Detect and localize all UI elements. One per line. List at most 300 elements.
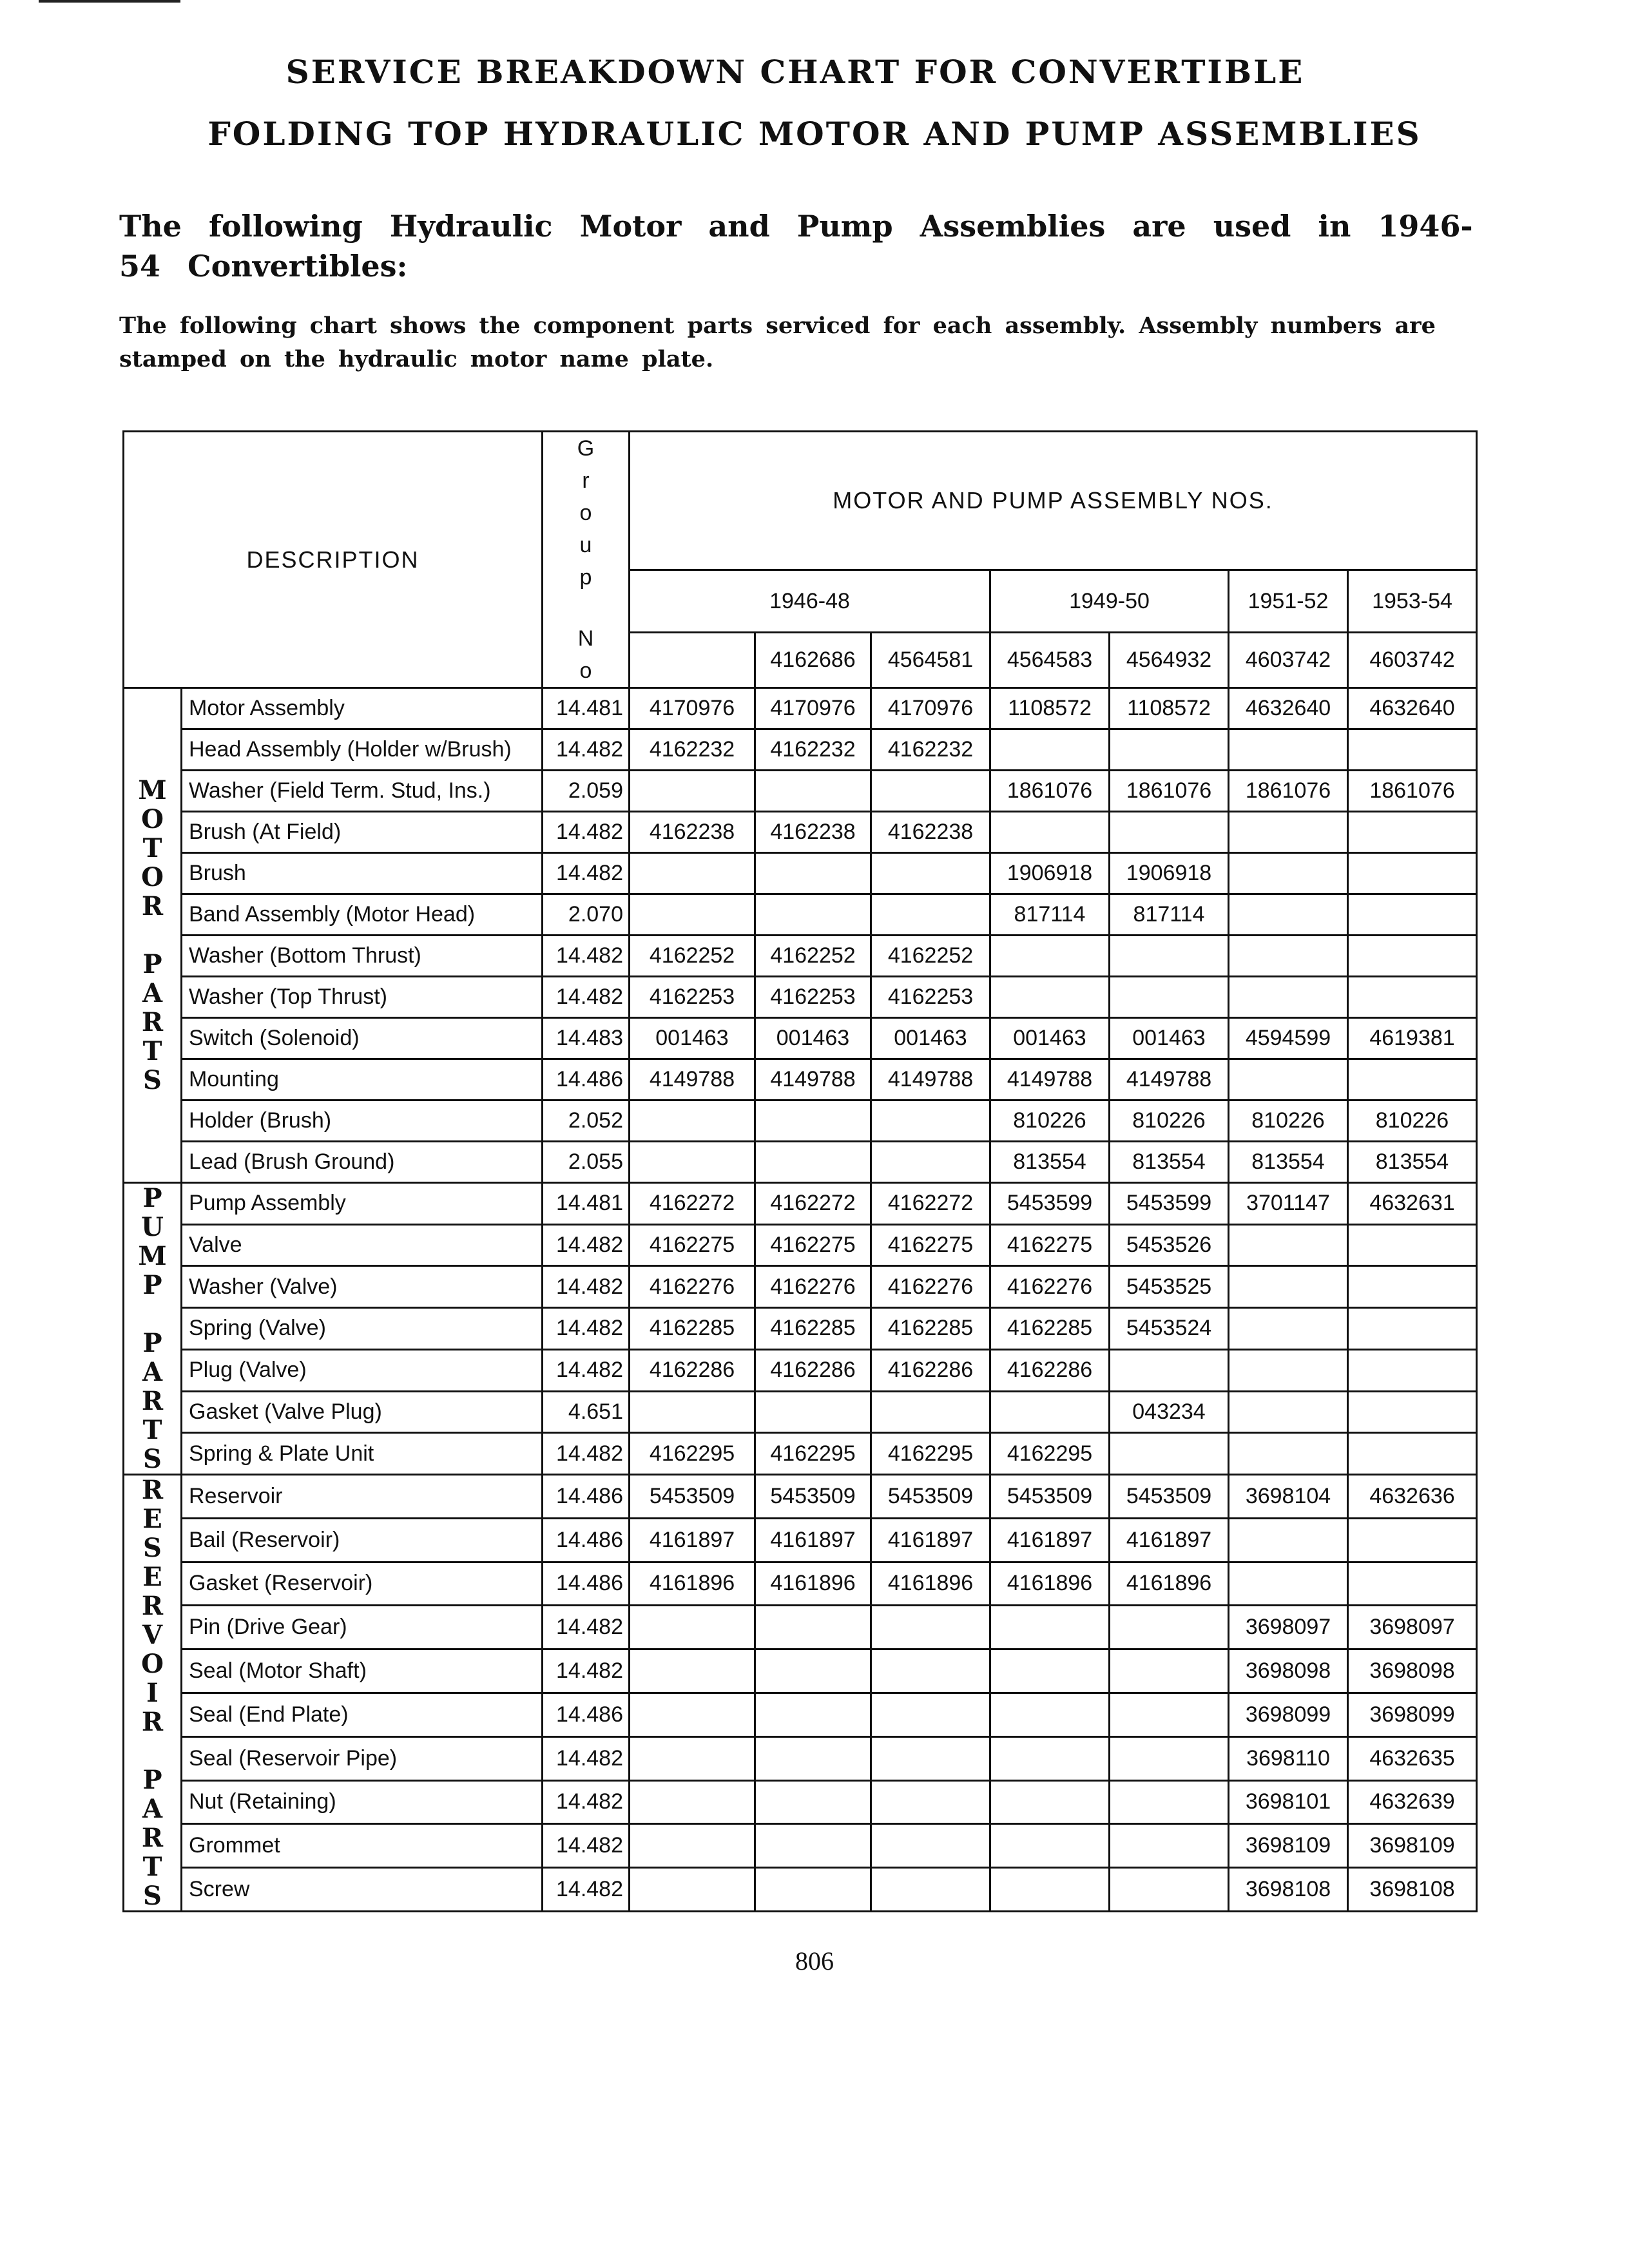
table-row [124, 1433, 1477, 1475]
assembly-number [630, 633, 755, 688]
group-number: 14.482 [543, 1224, 630, 1266]
part-number: 5453509 [871, 1475, 990, 1519]
part-number: 4162238 [871, 812, 990, 853]
stacked-letter: P [142, 1270, 162, 1300]
part-number: 1861076 [1229, 771, 1348, 812]
part-number: 1861076 [990, 771, 1110, 812]
part-number [755, 1780, 871, 1824]
table-row [124, 1100, 1477, 1142]
part-number [755, 894, 871, 936]
part-number [871, 894, 990, 936]
part-number: 5453509 [630, 1475, 755, 1519]
part-number [1348, 894, 1477, 936]
part-number [990, 1649, 1110, 1693]
part-number: 4162272 [755, 1183, 871, 1225]
part-number [630, 1736, 755, 1780]
part-number: 4161897 [871, 1518, 990, 1562]
part-number [1229, 1518, 1348, 1562]
group-number: 14.483 [543, 1018, 630, 1059]
part-number: 4632635 [1348, 1736, 1477, 1780]
part-number [630, 1391, 755, 1433]
part-description: Brush [182, 853, 543, 894]
part-number [630, 1606, 755, 1649]
part-number [630, 1142, 755, 1183]
service-breakdown-table [122, 430, 1478, 1912]
group-number: 14.482 [543, 1649, 630, 1693]
stacked-letter: M [138, 775, 167, 805]
part-number [1110, 1780, 1229, 1824]
part-number: 3698098 [1229, 1649, 1348, 1693]
part-number [871, 1693, 990, 1736]
part-number: 4162272 [630, 1183, 755, 1225]
part-number [755, 1100, 871, 1142]
stacked-letter: R [141, 1591, 164, 1621]
stacked-letter: A [142, 1794, 163, 1824]
part-description: Spring & Plate Unit [182, 1433, 543, 1475]
part-description: Screw [182, 1868, 543, 1912]
stacked-letter: o [579, 658, 592, 683]
table-row [124, 1183, 1477, 1225]
assembly-number: 4564932 [1110, 633, 1229, 688]
part-number: 4162252 [630, 936, 755, 977]
part-number [1348, 1224, 1477, 1266]
part-number [1348, 1349, 1477, 1391]
table-row [124, 1266, 1477, 1308]
part-number: 810226 [1348, 1100, 1477, 1142]
stacked-letter: U [141, 1212, 164, 1242]
part-number: 4161896 [755, 1562, 871, 1606]
part-description: Gasket (Reservoir) [182, 1562, 543, 1606]
stacked-letter: r [582, 468, 590, 493]
part-number [1348, 1308, 1477, 1350]
stacked-letter: O [141, 1649, 164, 1679]
part-number: 4162275 [630, 1224, 755, 1266]
group-number: 14.482 [543, 1824, 630, 1868]
part-number: 4162238 [630, 812, 755, 853]
table-row [124, 977, 1477, 1018]
part-number [755, 853, 871, 894]
group-number: 4.651 [543, 1391, 630, 1433]
part-number: 813554 [990, 1142, 1110, 1183]
part-number: 4161897 [755, 1518, 871, 1562]
group-number: 14.486 [543, 1475, 630, 1519]
chart-note: The following chart shows the component parts serviced for each assembly. Assembly numbers are stamped on the hydraulic motor name plate. [119, 312, 1436, 372]
part-description: Washer (Valve) [182, 1266, 543, 1308]
group-number: 14.482 [543, 853, 630, 894]
part-number: 4149788 [1110, 1059, 1229, 1100]
part-number: 4162285 [871, 1308, 990, 1350]
title-line-2: FOLDING TOP HYDRAULIC MOTOR AND PUMP ASSEMBLIES [207, 115, 1422, 153]
part-number: 4161896 [1110, 1562, 1229, 1606]
part-number: 4619381 [1348, 1018, 1477, 1059]
part-number: 1108572 [1110, 688, 1229, 729]
part-number: 1108572 [990, 688, 1110, 729]
group-number: 14.482 [543, 977, 630, 1018]
part-number [1229, 1433, 1348, 1475]
part-number: 3701147 [1229, 1183, 1348, 1225]
part-number: 4162295 [871, 1433, 990, 1475]
part-number: 4162275 [871, 1224, 990, 1266]
part-number: 4162285 [630, 1308, 755, 1350]
part-number [1110, 936, 1229, 977]
part-number: 5453509 [755, 1475, 871, 1519]
group-number: 14.486 [543, 1518, 630, 1562]
stacked-letter: S [143, 1533, 162, 1563]
part-number: 4162253 [871, 977, 990, 1018]
stacked-letter: V [142, 1620, 163, 1650]
group-number: 14.486 [543, 1562, 630, 1606]
part-number [630, 1100, 755, 1142]
part-number [1229, 1266, 1348, 1308]
stacked-letter [124, 1300, 180, 1329]
part-number: 810226 [990, 1100, 1110, 1142]
table-row [124, 1693, 1477, 1736]
part-number: 4161897 [1110, 1518, 1229, 1562]
part-number [630, 771, 755, 812]
part-number [1110, 1736, 1229, 1780]
part-number: 5453526 [1110, 1224, 1229, 1266]
part-number: 4149788 [755, 1059, 871, 1100]
part-number: 3698099 [1229, 1693, 1348, 1736]
table-row [124, 1518, 1477, 1562]
part-number [1348, 812, 1477, 853]
stacked-letter: A [142, 978, 163, 1008]
year-header: 1953-54 [1348, 570, 1477, 632]
part-number: 4162275 [755, 1224, 871, 1266]
table-row [124, 1224, 1477, 1266]
part-description: Mounting [182, 1059, 543, 1100]
part-number: 5453509 [990, 1475, 1110, 1519]
stacked-letter: E [142, 1562, 162, 1592]
table-row [124, 936, 1477, 977]
stacked-letter: I [146, 1678, 159, 1708]
part-number: 5453599 [990, 1183, 1110, 1225]
stacked-letter: A [142, 1357, 163, 1387]
part-number [1348, 1391, 1477, 1433]
part-number: 810226 [1229, 1100, 1348, 1142]
stacked-letter: R [141, 1386, 164, 1416]
group-number: 2.055 [543, 1142, 630, 1183]
part-number [1229, 1349, 1348, 1391]
part-number [871, 1649, 990, 1693]
part-number: 001463 [755, 1018, 871, 1059]
stacked-letter: P [142, 1183, 162, 1213]
part-number [1348, 936, 1477, 977]
stacked-letter: S [143, 1881, 162, 1911]
table-row [124, 1780, 1477, 1824]
part-number: 4594599 [1229, 1018, 1348, 1059]
part-description: Washer (Field Term. Stud, Ins.) [182, 771, 543, 812]
description-header: DESCRIPTION [124, 432, 543, 688]
part-number: 4162252 [755, 936, 871, 977]
title-line-1: SERVICE BREAKDOWN CHART FOR CONVERTIBLE [285, 53, 1305, 91]
table-row [124, 688, 1477, 729]
assembly-number: 4603742 [1229, 633, 1348, 688]
stacked-letter: T [142, 1415, 162, 1445]
group-number: 14.486 [543, 1059, 630, 1100]
part-number: 4162276 [871, 1266, 990, 1308]
part-number: 4632636 [1348, 1475, 1477, 1519]
stacked-letter [124, 1736, 180, 1765]
part-number [1110, 977, 1229, 1018]
part-number [630, 894, 755, 936]
group-number: 2.059 [543, 771, 630, 812]
stacked-letter: P [142, 1765, 162, 1795]
part-description: Washer (Bottom Thrust) [182, 936, 543, 977]
part-description: Grommet [182, 1824, 543, 1868]
part-number [630, 1780, 755, 1824]
part-number [990, 1824, 1110, 1868]
part-number: 4161896 [630, 1562, 755, 1606]
stacked-letter: G [577, 436, 595, 461]
stacked-letter: S [143, 1444, 162, 1474]
part-number [1110, 1693, 1229, 1736]
part-description: Band Assembly (Motor Head) [182, 894, 543, 936]
part-number: 4632640 [1348, 688, 1477, 729]
part-description: Spring (Valve) [182, 1308, 543, 1350]
stacked-letter: T [142, 1852, 162, 1882]
stacked-letter: R [141, 891, 164, 921]
group-number: 14.482 [543, 936, 630, 977]
part-number [1348, 853, 1477, 894]
part-number [755, 1824, 871, 1868]
assembly-number: 4162686 [755, 633, 871, 688]
group-number: 14.482 [543, 1736, 630, 1780]
part-number [990, 1693, 1110, 1736]
stacked-letter: P [142, 949, 162, 979]
part-number [871, 1736, 990, 1780]
part-number: 4162286 [755, 1349, 871, 1391]
part-number: 1906918 [990, 853, 1110, 894]
part-number [1229, 1224, 1348, 1266]
part-number: 001463 [1110, 1018, 1229, 1059]
group-number: 14.482 [543, 1780, 630, 1824]
stacked-letter: R [141, 1475, 164, 1505]
group-number: 14.482 [543, 1606, 630, 1649]
table-row [124, 1824, 1477, 1868]
part-number: 4162285 [990, 1308, 1110, 1350]
part-number [1110, 1868, 1229, 1912]
part-number: 3698097 [1229, 1606, 1348, 1649]
part-number: 813554 [1110, 1142, 1229, 1183]
table-row [124, 1562, 1477, 1606]
part-number [1348, 1059, 1477, 1100]
part-number [1348, 1562, 1477, 1606]
part-number: 5453524 [1110, 1308, 1229, 1350]
stacked-letter: u [579, 533, 592, 557]
part-number: 3698108 [1348, 1868, 1477, 1912]
table-row [124, 812, 1477, 853]
part-number: 5453525 [1110, 1266, 1229, 1308]
part-number [755, 1736, 871, 1780]
table-row [124, 894, 1477, 936]
part-number: 001463 [871, 1018, 990, 1059]
table-row [124, 1475, 1477, 1519]
part-number: 001463 [990, 1018, 1110, 1059]
part-number: 043234 [1110, 1391, 1229, 1433]
part-number [990, 1736, 1110, 1780]
part-number: 4162295 [755, 1433, 871, 1475]
part-number: 810226 [1110, 1100, 1229, 1142]
part-number: 3698110 [1229, 1736, 1348, 1780]
part-number [871, 1780, 990, 1824]
part-number [1229, 936, 1348, 977]
part-number [871, 853, 990, 894]
group-number: 14.486 [543, 1693, 630, 1736]
part-number: 4162295 [630, 1433, 755, 1475]
part-number [871, 1100, 990, 1142]
part-number: 4162232 [871, 729, 990, 771]
part-number [1229, 812, 1348, 853]
assembly-nos-header: MOTOR AND PUMP ASSEMBLY NOS. [630, 432, 1477, 570]
part-number [990, 729, 1110, 771]
part-number: 4161896 [871, 1562, 990, 1606]
section-label [124, 1475, 182, 1912]
stacked-letter: M [138, 1241, 167, 1271]
part-number [871, 1606, 990, 1649]
part-number: 4161896 [990, 1562, 1110, 1606]
part-number [1229, 1562, 1348, 1606]
part-description: Motor Assembly [182, 688, 543, 729]
section-label [124, 1183, 182, 1475]
part-number [990, 977, 1110, 1018]
part-number: 4162275 [990, 1224, 1110, 1266]
part-description: Lead (Brush Ground) [182, 1142, 543, 1183]
intro-paragraph: The following Hydraulic Motor and Pump Assemblies are used in 1946-54 Convertibles: [119, 209, 1473, 284]
part-number: 3698098 [1348, 1649, 1477, 1693]
part-number [1110, 1649, 1229, 1693]
part-number: 817114 [1110, 894, 1229, 936]
table-row [124, 1349, 1477, 1391]
part-number: 4149788 [630, 1059, 755, 1100]
table-row [124, 1308, 1477, 1350]
part-number: 3698099 [1348, 1693, 1477, 1736]
part-number: 1906918 [1110, 853, 1229, 894]
page-number: 806 [795, 1946, 834, 1975]
part-number [630, 1693, 755, 1736]
table-row [124, 1391, 1477, 1433]
part-number [1348, 1518, 1477, 1562]
table-row [124, 1868, 1477, 1912]
table-row [124, 729, 1477, 771]
part-number: 3698101 [1229, 1780, 1348, 1824]
part-number: 3698104 [1229, 1475, 1348, 1519]
part-number [755, 1606, 871, 1649]
part-number: 813554 [1229, 1142, 1348, 1183]
part-number [990, 1606, 1110, 1649]
part-number: 4162232 [755, 729, 871, 771]
group-number: 2.070 [543, 894, 630, 936]
part-number [1229, 1059, 1348, 1100]
part-number [990, 1391, 1110, 1433]
part-number [755, 1868, 871, 1912]
group-number: 14.482 [543, 812, 630, 853]
part-number: 4162238 [755, 812, 871, 853]
part-number: 4170976 [871, 688, 990, 729]
part-number [990, 1868, 1110, 1912]
part-description: Brush (At Field) [182, 812, 543, 853]
part-number: 5453599 [1110, 1183, 1229, 1225]
part-description: Reservoir [182, 1475, 543, 1519]
assembly-number: 4564583 [990, 633, 1110, 688]
part-number: 4170976 [630, 688, 755, 729]
stacked-letter: E [142, 1504, 162, 1534]
part-description: Seal (Reservoir Pipe) [182, 1736, 543, 1780]
part-number [1110, 1433, 1229, 1475]
table-row [124, 1649, 1477, 1693]
table-row [124, 1018, 1477, 1059]
group-number: 14.482 [543, 1266, 630, 1308]
part-number: 3698109 [1348, 1824, 1477, 1868]
part-number: 1861076 [1110, 771, 1229, 812]
part-number [1229, 1391, 1348, 1433]
part-number: 3698097 [1348, 1606, 1477, 1649]
part-number: 4162295 [990, 1433, 1110, 1475]
part-number [630, 1824, 755, 1868]
part-description: Valve [182, 1224, 543, 1266]
part-number [871, 1868, 990, 1912]
part-description: Head Assembly (Holder w/Brush) [182, 729, 543, 771]
part-number: 4162276 [990, 1266, 1110, 1308]
part-number: 4161897 [990, 1518, 1110, 1562]
part-number [755, 1649, 871, 1693]
part-number: 4162253 [755, 977, 871, 1018]
group-no-header [543, 432, 630, 688]
assembly-number: 4603742 [1348, 633, 1477, 688]
part-number [755, 1391, 871, 1433]
part-number [1110, 1349, 1229, 1391]
group-number: 14.482 [543, 1433, 630, 1475]
part-number [1110, 812, 1229, 853]
table-row [124, 1736, 1477, 1780]
part-number: 4162272 [871, 1183, 990, 1225]
part-number: 4170976 [755, 688, 871, 729]
part-number: 4162286 [871, 1349, 990, 1391]
part-number [871, 771, 990, 812]
part-number: 4162252 [871, 936, 990, 977]
part-description: Pump Assembly [182, 1183, 543, 1225]
part-number: 4162286 [630, 1349, 755, 1391]
header-row [124, 432, 1477, 570]
part-number: 4162286 [990, 1349, 1110, 1391]
part-description: Washer (Top Thrust) [182, 977, 543, 1018]
table-row [124, 771, 1477, 812]
top-rule [39, 0, 180, 3]
stacked-letter: S [143, 1065, 162, 1095]
stacked-letter: P [142, 1328, 162, 1358]
part-number: 001463 [630, 1018, 755, 1059]
part-number [871, 1142, 990, 1183]
part-number [1348, 729, 1477, 771]
part-number: 4632639 [1348, 1780, 1477, 1824]
part-description: Pin (Drive Gear) [182, 1606, 543, 1649]
part-description: Seal (End Plate) [182, 1693, 543, 1736]
part-number: 1861076 [1348, 771, 1477, 812]
part-description: Switch (Solenoid) [182, 1018, 543, 1059]
part-number: 5453509 [1110, 1475, 1229, 1519]
part-number: 4162253 [630, 977, 755, 1018]
part-number [1229, 894, 1348, 936]
part-number: 4632640 [1229, 688, 1348, 729]
group-number: 14.482 [543, 1868, 630, 1912]
year-header: 1946-48 [630, 570, 990, 632]
assembly-number: 4564581 [871, 633, 990, 688]
part-number [1110, 1824, 1229, 1868]
stacked-letter: O [141, 862, 164, 892]
part-number [1110, 729, 1229, 771]
part-description: Gasket (Valve Plug) [182, 1391, 543, 1433]
group-number: 14.482 [543, 1308, 630, 1350]
